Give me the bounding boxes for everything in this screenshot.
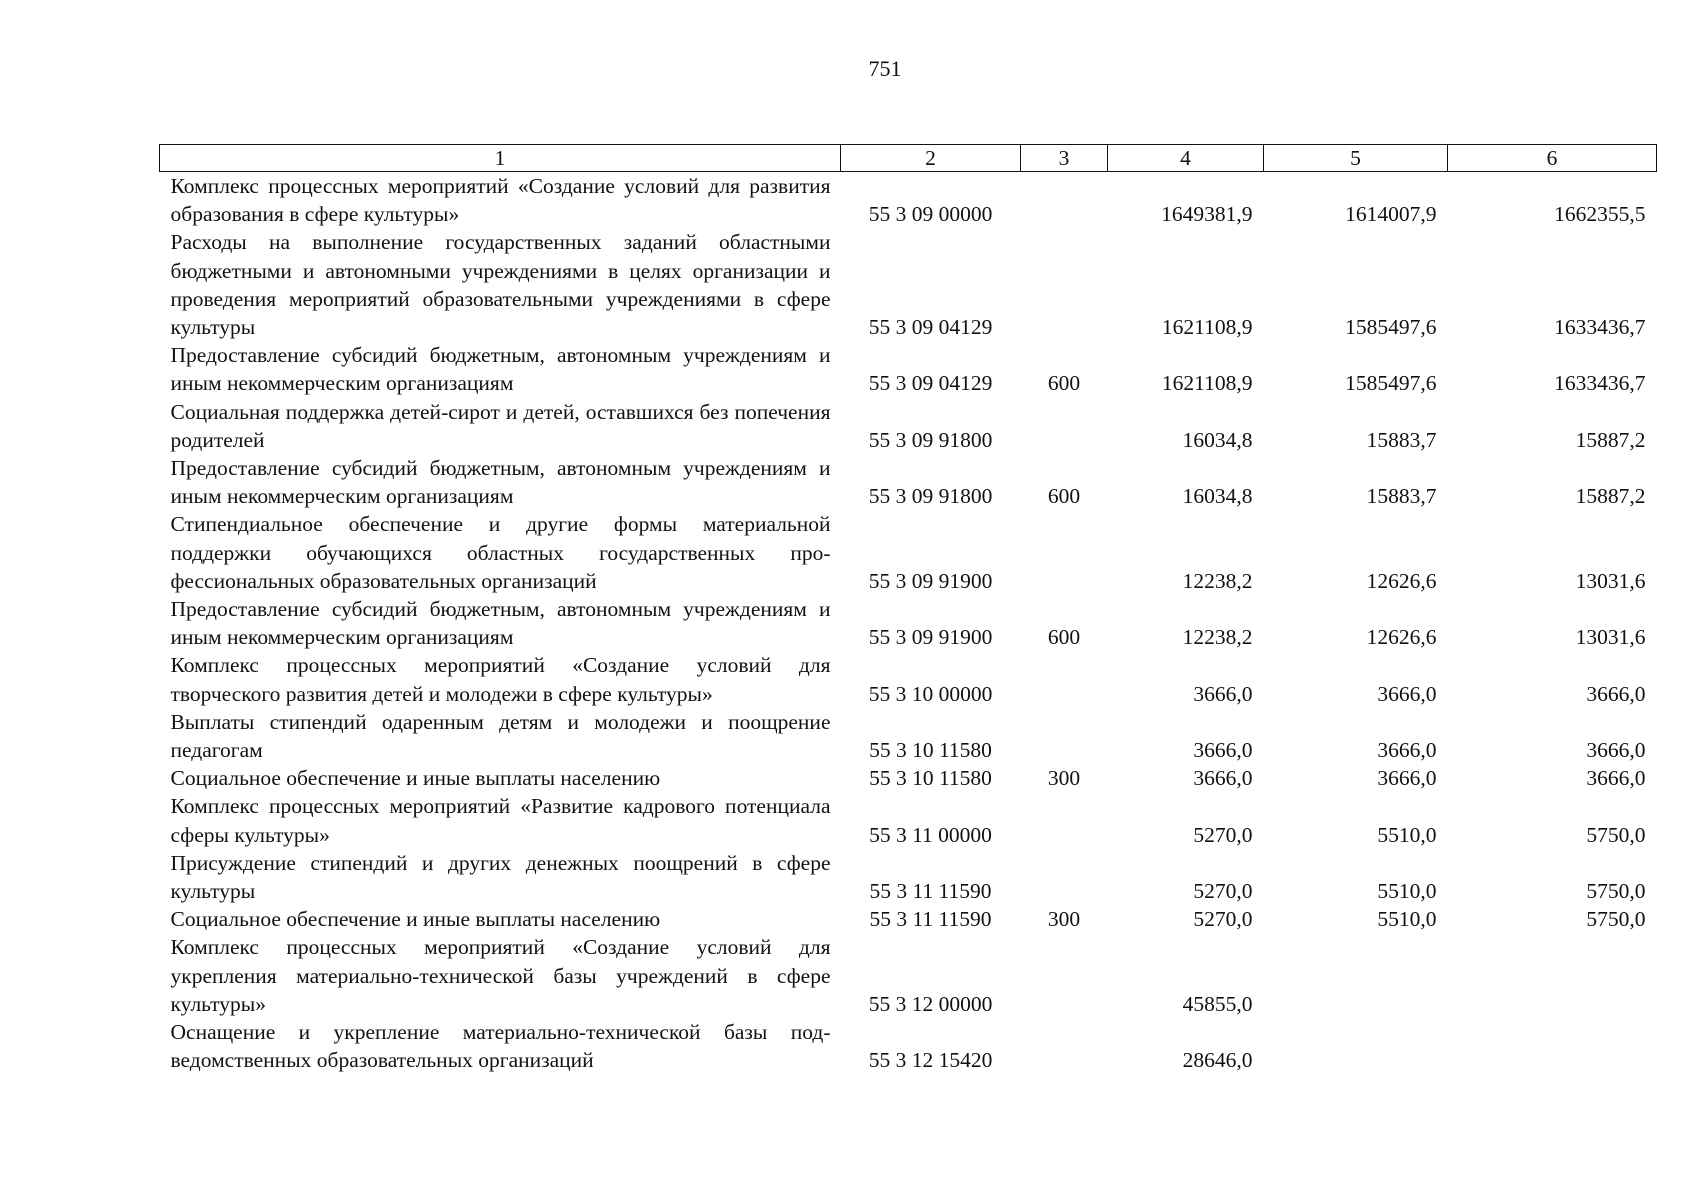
column-header-4: 4 — [1108, 145, 1264, 172]
row-value-6-cell — [1448, 933, 1657, 1018]
table-row — [160, 341, 1657, 397]
row-value-5-cell: 15883,7 — [1366, 427, 1437, 452]
row-code-cell: 55 3 11 00000 — [869, 822, 992, 847]
table-row — [160, 454, 1657, 510]
table-row — [160, 172, 1657, 229]
row-value-5-cell: 1585497,6 — [1345, 315, 1437, 340]
row-value-5-cell: 5510,0 — [1377, 822, 1437, 847]
row-value-4-cell: 12238,2 — [1182, 568, 1253, 593]
column-header-5: 5 — [1264, 145, 1448, 172]
row-code-cell: 55 3 09 04129 — [868, 371, 993, 396]
column-header-2: 2 — [841, 145, 1021, 172]
row-code-cell: 55 3 11 11590 — [869, 879, 992, 904]
row-value-4-cell: 1621108,9 — [1161, 371, 1253, 396]
row-type-cell: 600 — [1047, 625, 1081, 650]
row-type-cell — [1021, 651, 1108, 707]
column-header-1: 1 — [160, 145, 841, 172]
row-value-6-cell: 5750,0 — [1586, 907, 1646, 932]
row-value-4-cell: 1649381,9 — [1161, 202, 1253, 227]
table-row — [160, 398, 1657, 454]
row-value-5-cell: 1585497,6 — [1345, 371, 1437, 396]
row-name-cell: Комплекс процессных мероприятий «Развитие кадрового потенциала сферы культуры» — [170, 794, 831, 847]
row-value-5-cell — [1264, 1018, 1448, 1074]
row-value-5-cell — [1264, 933, 1448, 1018]
row-value-4-cell: 16034,8 — [1182, 484, 1253, 509]
table-row — [160, 792, 1657, 848]
row-name-cell: Выплаты стипендий одаренным детям и молодежи и поощрение педагогам — [170, 709, 831, 763]
table-row — [160, 228, 1657, 341]
row-value-5-cell: 1614007,9 — [1345, 202, 1437, 227]
row-type-cell — [1021, 1018, 1108, 1074]
table-row — [160, 764, 1657, 792]
table-row — [160, 651, 1657, 707]
row-value-6-cell: 1633436,7 — [1554, 315, 1646, 340]
row-value-5-cell: 15883,7 — [1366, 484, 1437, 509]
row-code-cell: 55 3 10 11580 — [869, 738, 992, 763]
row-name-cell: Социальная поддержка детей-сирот и детей, оставшихся без попечения родителей — [170, 399, 831, 452]
row-value-4-cell: 1621108,9 — [1161, 315, 1253, 340]
row-name-cell: Комплекс процессных мероприятий «Создание условий для укрепления материально-технической базы учреждений в сфере культуры» — [170, 935, 831, 1016]
row-type-cell — [1021, 398, 1108, 454]
row-value-6-cell: 5750,0 — [1586, 879, 1646, 904]
row-type-cell — [1021, 708, 1108, 764]
row-type-cell — [1021, 510, 1108, 595]
row-value-6-cell: 15887,2 — [1575, 484, 1646, 509]
table-body — [160, 172, 1657, 1075]
row-type-cell — [1021, 792, 1108, 848]
row-code-cell: 55 3 11 11590 — [869, 907, 992, 932]
row-value-6-cell: 3666,0 — [1586, 681, 1646, 706]
row-code-cell: 55 3 09 91800 — [868, 484, 993, 509]
table-header-row — [160, 145, 1657, 172]
table-row — [160, 595, 1657, 651]
row-type-cell — [1021, 933, 1108, 1018]
row-type-cell: 600 — [1047, 371, 1081, 396]
row-value-6-cell: 15887,2 — [1575, 427, 1646, 452]
row-name-cell: Комплекс процессных мероприятий «Создание условий для творческого развития детей и молодежи в сфере культуры» — [170, 653, 831, 706]
row-value-5-cell: 12626,6 — [1366, 625, 1437, 650]
row-name-cell: Предоставление субсидий бюджетным, автономным учреждениям и иным некоммерческим организациям — [170, 597, 831, 650]
row-value-4-cell: 3666,0 — [1193, 738, 1253, 763]
row-code-cell: 55 3 10 11580 — [869, 766, 992, 791]
row-name-cell: Стипендиальное обеспечение и другие формы материальной поддержки обучающихся областных государственных профессиональных образовательных организаций — [170, 512, 831, 593]
column-header-3: 3 — [1021, 145, 1108, 172]
row-name-cell: Предоставление субсидий бюджетным, автономным учреждениям и иным некоммерческим организациям — [170, 343, 831, 396]
row-name-cell: Расходы на выполнение государственных заданий областными бюджетными и автономными учреждениями в целях организации и проведения мероприятий образовательными учреждениями в сфере культуры — [170, 230, 831, 340]
row-value-5-cell: 3666,0 — [1377, 681, 1437, 706]
row-value-4-cell: 5270,0 — [1193, 879, 1253, 904]
row-code-cell: 55 3 09 91800 — [868, 427, 993, 452]
row-name-cell: Социальное обеспечение и иные выплаты населению — [170, 907, 661, 932]
row-value-5-cell: 3666,0 — [1377, 766, 1437, 791]
budget-table — [159, 144, 1657, 1075]
row-type-cell: 600 — [1047, 484, 1081, 509]
row-value-4-cell: 16034,8 — [1182, 427, 1253, 452]
table-row — [160, 849, 1657, 905]
row-value-5-cell: 5510,0 — [1377, 879, 1437, 904]
row-code-cell: 55 3 09 91900 — [868, 625, 993, 650]
row-value-6-cell: 13031,6 — [1575, 568, 1646, 593]
row-value-4-cell: 5270,0 — [1193, 907, 1253, 932]
row-value-4-cell: 5270,0 — [1193, 822, 1253, 847]
row-value-4-cell: 12238,2 — [1182, 625, 1253, 650]
row-type-cell — [1021, 849, 1108, 905]
row-code-cell: 55 3 12 15420 — [868, 1048, 993, 1073]
row-name-cell: Комплекс процессных мероприятий «Создание условий для развития образования в сфере культуры» — [170, 174, 831, 227]
row-value-5-cell: 5510,0 — [1377, 907, 1437, 932]
column-header-6: 6 — [1448, 145, 1657, 172]
row-name-cell: Присуждение стипендий и других денежных поощрений в сфере культуры — [170, 850, 831, 904]
table-row — [160, 933, 1657, 1018]
row-code-cell: 55 3 10 00000 — [868, 681, 993, 706]
row-type-cell: 300 — [1047, 766, 1081, 791]
table-row — [160, 905, 1657, 933]
row-code-cell: 55 3 09 91900 — [868, 568, 993, 593]
row-type-cell: 300 — [1047, 907, 1081, 932]
row-name-cell: Оснащение и укрепление материально-технической базы подведомственных образовательных организаций — [170, 1020, 831, 1073]
row-type-cell — [1021, 228, 1108, 341]
row-value-6-cell: 1633436,7 — [1554, 371, 1646, 396]
row-value-6-cell: 1662355,5 — [1554, 202, 1646, 227]
row-value-4-cell: 28646,0 — [1182, 1048, 1253, 1073]
row-value-4-cell: 3666,0 — [1193, 681, 1253, 706]
row-name-cell: Социальное обеспечение и иные выплаты населению — [170, 766, 661, 791]
table-row — [160, 510, 1657, 595]
row-name-cell: Предоставление субсидий бюджетным, автономным учреждениям и иным некоммерческим организациям — [170, 456, 831, 509]
row-value-4-cell: 3666,0 — [1193, 766, 1253, 791]
row-value-6-cell: 3666,0 — [1586, 766, 1646, 791]
row-code-cell: 55 3 09 00000 — [868, 202, 993, 227]
page-number: 751 — [868, 56, 902, 81]
row-value-5-cell: 3666,0 — [1377, 738, 1437, 763]
table-row — [160, 1018, 1657, 1074]
row-value-4-cell: 45855,0 — [1182, 991, 1253, 1016]
row-code-cell: 55 3 09 04129 — [868, 315, 993, 340]
row-value-6-cell: 13031,6 — [1575, 625, 1646, 650]
row-value-6-cell: 3666,0 — [1586, 738, 1646, 763]
row-code-cell: 55 3 12 00000 — [868, 991, 993, 1016]
table-row — [160, 708, 1657, 764]
row-type-cell — [1021, 172, 1108, 229]
row-value-5-cell: 12626,6 — [1366, 568, 1437, 593]
row-value-6-cell: 5750,0 — [1586, 822, 1646, 847]
row-value-6-cell — [1448, 1018, 1657, 1074]
